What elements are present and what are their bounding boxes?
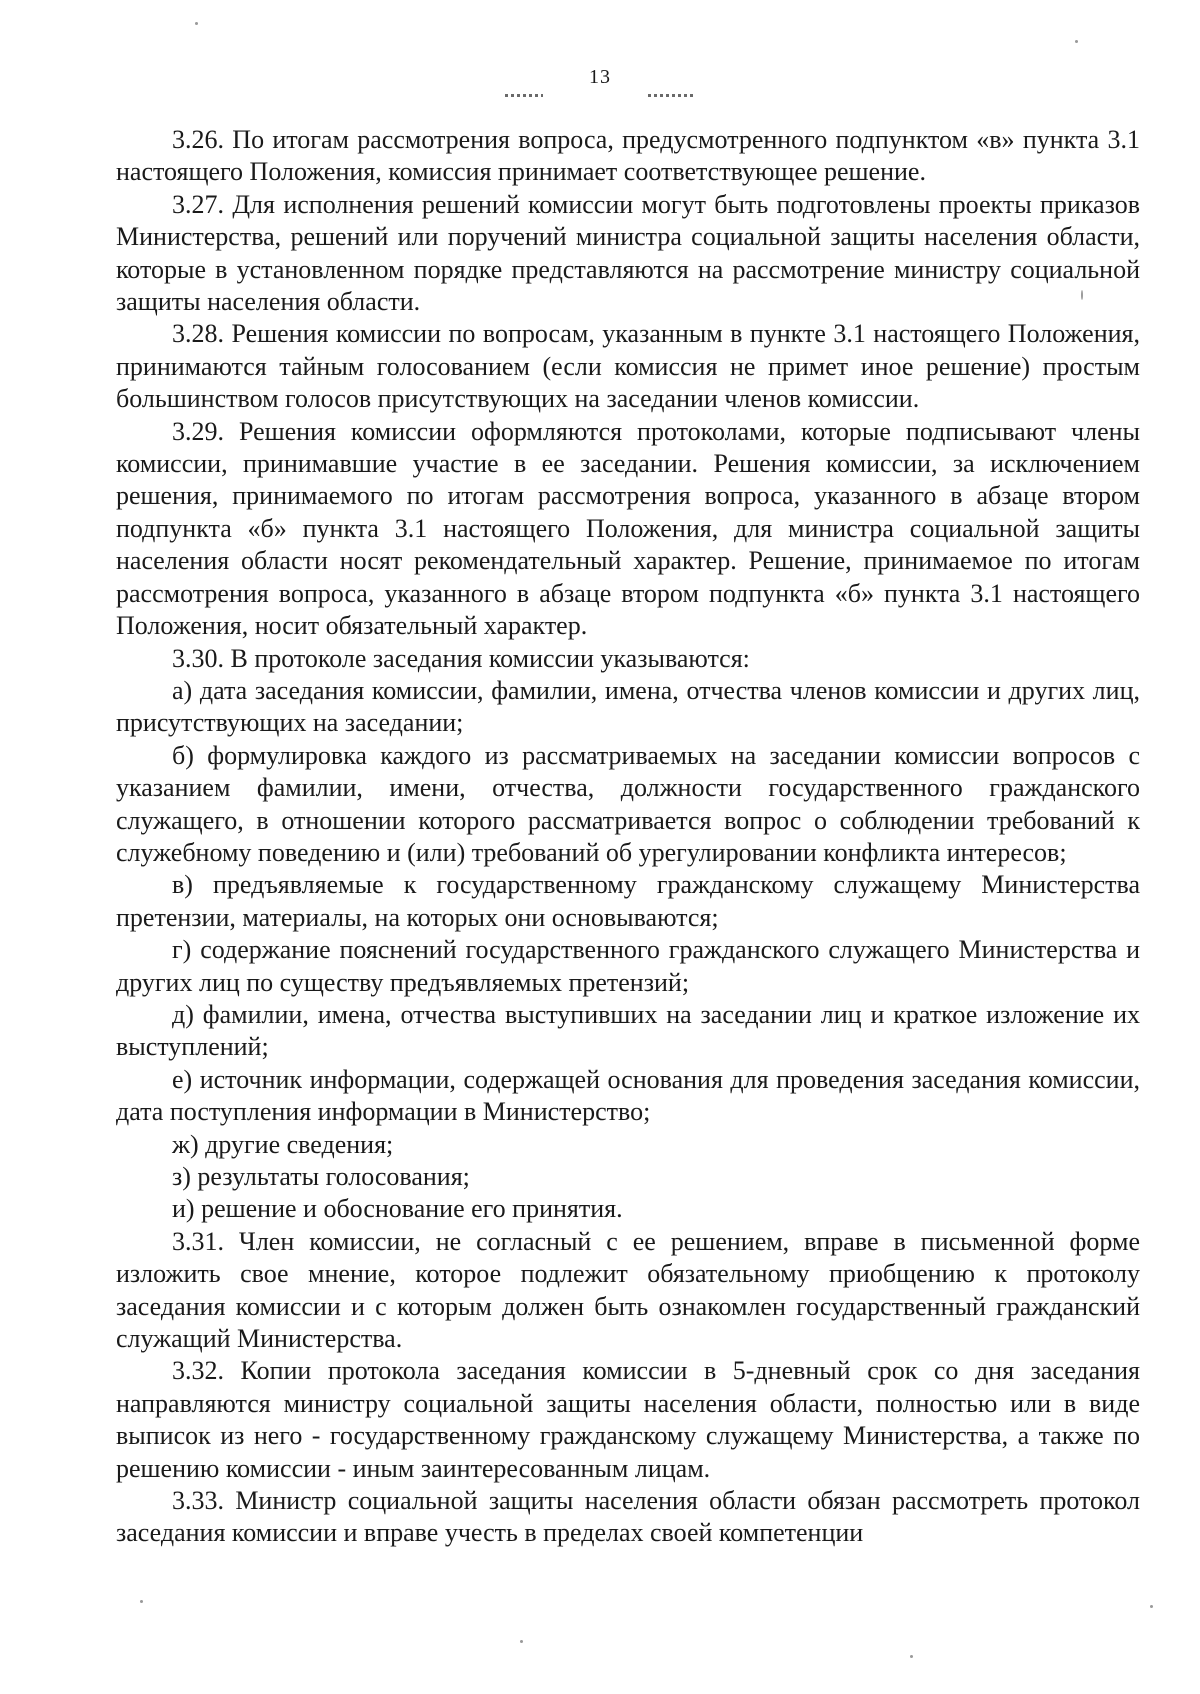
scan-artifact — [910, 1655, 913, 1658]
paragraph-3-28: 3.28. Решения комиссии по вопросам, указанным в пункте 3.1 настоящего Положения, принимаются тайным голосованием (если комиссия не примет иное решение) простым большинством голосов присутствующих на заседании членов комиссии. — [116, 319, 1140, 414]
list-item-z: з) результаты голосования; — [172, 1162, 470, 1191]
list-item-a: а) дата заседания комиссии, фамилии, имена, отчества членов комиссии и других лиц, присутствующих на заседании; — [116, 675, 1140, 738]
list-item-v: в) предъявляемые к государственному гражданскому служащему Министерства претензии, материалы, на которых они основываются; — [116, 870, 1140, 932]
paragraph-3-31: 3.31. Член комиссии, не согласный с ее решением, вправе в письменной форме изложить свое мнение, которое подлежит обязательному приобщению к протоколу заседания комиссии и с которым должен быть ознакомлен государственный гражданский служащий Министерства. — [116, 1226, 1140, 1354]
list-item-zh: ж) другие сведения; — [172, 1129, 394, 1159]
paragraph-3-30: 3.30. В протоколе заседания комиссии указываются: — [172, 643, 750, 673]
scan-artifact — [505, 94, 543, 97]
list-item-b: б) формулировка каждого из рассматриваемых на заседании комиссии вопросов с указанием фамилии, имени, отчества, должности государственного гражданского служащего, в отношении которого рассматривается вопрос о соблюдении требований к служебному поведению и (или) требований об урегулировании конфликта интересов; — [116, 740, 1140, 867]
paragraph-3-32: 3.32. Копии протокола заседания комиссии в 5-дневный срок со дня заседания направляются министру социальной защиты населения области, полностью или в виде выписок из него - государственному гражданскому служащему Министерства, а также по решению комиссии - иным заинтересованным лицам. — [116, 1356, 1140, 1483]
scan-artifact — [1150, 1605, 1153, 1608]
paragraph-3-29: 3.29. Решения комиссии оформляются протоколами, которые подписывают члены комиссии, принимавшие участие в ее заседании. Решения комиссии, за исключением решения, принимаемого по итогам рассмотрения вопроса, указанного в абзаце втором подпункта «б» пункта 3.1 настоящего Положения, для министра социальной защиты населения области носят рекомендательный характер. Решение, принимаемое по итогам рассмотрения вопроса, указанного в абзаце втором подпункта «б» пункта 3.1 настоящего Положения, носит обязательный характер. — [116, 416, 1140, 641]
list-item-i: и) решение и обоснование его принятия. — [172, 1194, 623, 1224]
list-item-d: д) фамилии, имена, отчества выступивших на заседании лиц и краткое изложение их выступлений; — [116, 999, 1140, 1062]
paragraph-3-27: 3.27. Для исполнения решений комиссии могут быть подготовлены проекты приказов Министерства, решений или поручений министра социальной защиты населения области, которые в установленном порядке представляются на рассмотрение министру социальной защиты населения области. — [116, 189, 1140, 317]
page-number: 13 — [589, 66, 611, 88]
list-item-g: г) содержание пояснений государственного гражданского служащего Министерства и других лиц по существу предъявляемых претензий; — [116, 935, 1140, 997]
scan-artifact — [648, 94, 694, 97]
document-body — [116, 124, 1140, 1550]
scan-artifact — [520, 1640, 523, 1643]
paragraph-3-26: 3.26. По итогам рассмотрения вопроса, предусмотренного подпунктом «в» пункта 3.1 настоящего Положения, комиссия принимает соответствующее решение. — [116, 125, 1140, 187]
paragraph-3-33: 3.33. Министр социальной защиты населения области обязан рассмотреть протокол заседания комиссии и вправе учесть в пределах своей компетенции — [116, 1486, 1140, 1548]
list-item-e: е) источник информации, содержащей основания для проведения заседания комиссии, дата поступления информации в Министерство; — [116, 1064, 1140, 1127]
scan-artifact — [1075, 40, 1078, 43]
scan-artifact — [140, 1600, 143, 1603]
scan-artifact — [195, 22, 198, 25]
